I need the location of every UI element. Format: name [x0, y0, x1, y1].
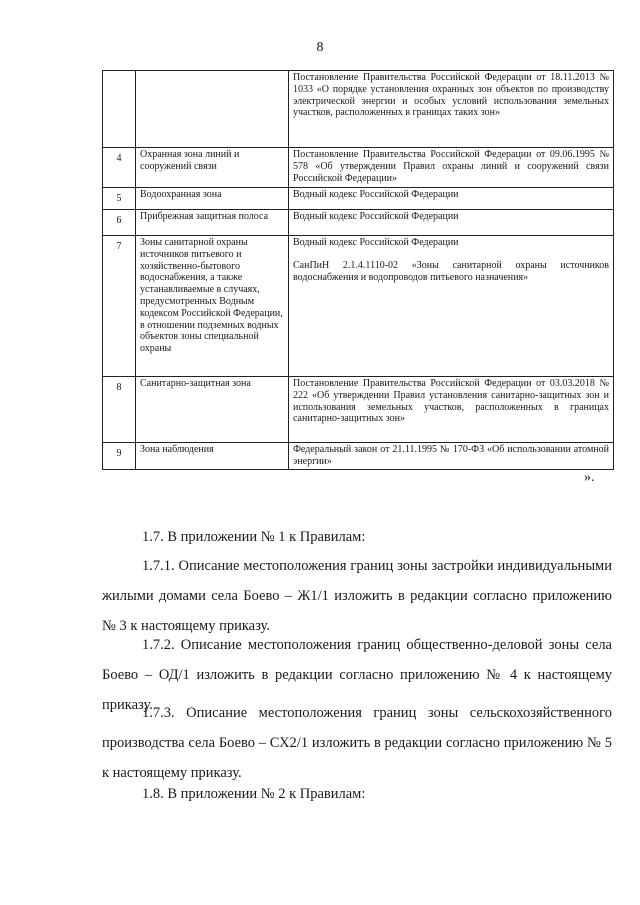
- paragraph-1-8: 1.8. В приложении № 2 к Правилам:: [142, 785, 366, 802]
- legal-basis: [289, 188, 614, 210]
- row-number: 7: [103, 236, 136, 377]
- zone-name: Прибрежная защитная полоса: [136, 210, 289, 236]
- zone-name: [136, 71, 289, 148]
- table-row: [103, 188, 614, 210]
- row-number: 4: [103, 148, 136, 188]
- legal-document: Водный кодекс Российской Федерации: [293, 237, 459, 248]
- row-number: 5: [103, 188, 136, 210]
- legal-basis: [289, 210, 614, 236]
- row-number: [103, 71, 136, 148]
- legal-document: Водный кодекс Российской Федерации: [293, 211, 459, 222]
- zone-name: Охранная зона линий и сооружений связи: [136, 148, 289, 188]
- legal-document: Постановление Правительства Российской Федерации от 09.06.1995 № 578 «Об утверждении Правил охраны линий и сооружений связи Российской Федерации»: [293, 149, 609, 184]
- legal-document: СанПиН 2.1.4.1110-02 «Зоны санитарной охраны источников водоснабжения и водопроводов питьевого назначения»: [293, 259, 609, 283]
- table-closing-quote: ».: [584, 470, 595, 485]
- legal-basis: [289, 148, 614, 188]
- zone-name: Зоны санитарной охраны источников питьевого и хозяйственно-бытового водоснабжения, а также устанавливаемые в случаях, предусмотренных Водным кодексом Российской Федерации, в отношении подземных водных объектов зоны специальной охраны: [136, 236, 289, 377]
- zones-table: [102, 70, 614, 470]
- zone-name: Зона наблюдения: [136, 443, 289, 470]
- legal-document: Федеральный закон от 21.11.1995 № 170-ФЗ «Об использовании атомной энергии»: [293, 444, 609, 467]
- row-number: 9: [103, 443, 136, 470]
- legal-basis: [289, 236, 614, 377]
- table-row: [103, 71, 614, 148]
- paragraph-1-7-3: 1.7.3. Описание местоположения границ зоны сельскохозяйственного производства села Боево – СХ2/1 изложить в редакции согласно приложению № 5 к настоящему приказу.: [102, 704, 612, 781]
- zone-name: Водоохранная зона: [136, 188, 289, 210]
- page-number: 8: [316, 40, 324, 55]
- table-row: [103, 443, 614, 470]
- paragraph-1-7-2: 1.7.2. Описание местоположения границ общественно-деловой зоны села Боево – ОД/1 изложить в редакции согласно приложению № 4 к настоящему приказу.: [102, 636, 612, 713]
- legal-basis: [289, 71, 614, 148]
- legal-document: Водный кодекс Российской Федерации: [293, 189, 459, 200]
- table-row: [103, 148, 614, 188]
- table-row: [103, 210, 614, 236]
- paragraph-1-7: 1.7. В приложении № 1 к Правилам:: [142, 528, 366, 545]
- zone-name: Санитарно-защитная зона: [136, 377, 289, 443]
- legal-document: Постановление Правительства Российской Федерации от 18.11.2013 № 1033 «О порядке установления охранных зон объектов по производству электрической энергии и особых условий использования земельных участков, расположенных в границах таких зон»: [293, 72, 609, 119]
- legal-basis: [289, 377, 614, 443]
- table-row: [103, 377, 614, 443]
- table-row: [103, 236, 614, 377]
- legal-basis: [289, 443, 614, 470]
- row-number: 6: [103, 210, 136, 236]
- paragraph-1-7-1: 1.7.1. Описание местоположения границ зоны застройки индивидуальными жилыми домами села Боево – Ж1/1 изложить в редакции согласно приложению № 3 к настоящему приказу.: [102, 557, 612, 634]
- row-number: 8: [103, 377, 136, 443]
- legal-document: Постановление Правительства Российской Федерации от 03.03.2018 № 222 «Об утверждении Правил установления санитарно-защитных зон и использования земельных участков, расположенных в границах санитарно-защитных зон»: [293, 378, 609, 425]
